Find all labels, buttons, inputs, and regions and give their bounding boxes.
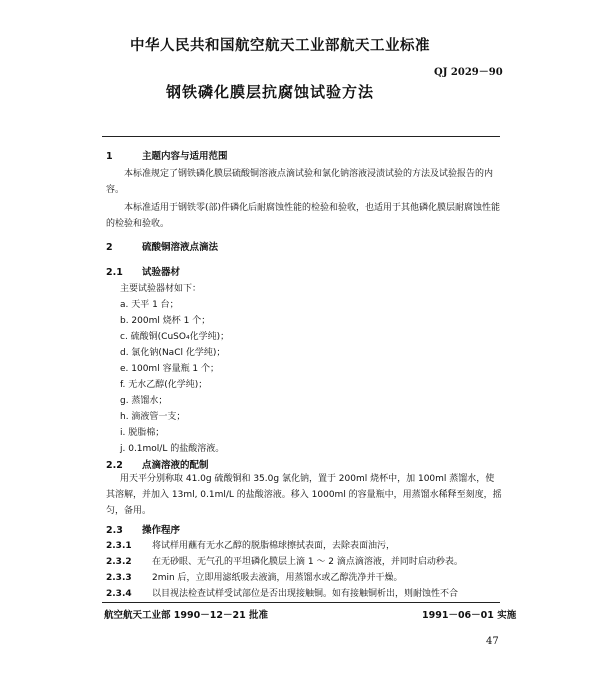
section-number: 2.1 [106, 267, 123, 278]
standard-number: QJ 2029－90 [434, 67, 503, 78]
list-item: j. 0.1mol/L 的盐酸溶液。 [120, 444, 225, 454]
approval-date: 航空航天工业部 1990－12－21 批准 [104, 610, 268, 621]
list-item: a. 天平 1 台； [120, 300, 179, 310]
section-2-heading [106, 239, 218, 253]
list-item: h. 滴液管一支； [120, 412, 186, 422]
section-number: 1 [106, 151, 113, 162]
procedure-step: 2.3.1 将试样用蘸有无水乙醇的脱脂棉球擦拭表面，去除表面油污， [106, 541, 396, 551]
section-1-heading [106, 148, 228, 162]
footer-rule [102, 602, 500, 603]
procedure-step: 2.3.2 在无砂眼、无气孔的平坦磷化膜层上滴 1 ～ 2 滴点滴溶液，并同时启动秒表。 [106, 557, 463, 567]
list-item: d. 氯化钠(NaCl 化学纯)； [120, 348, 226, 358]
document-title: 钢铁磷化膜层抗腐蚀试验方法 [166, 83, 375, 101]
list-item: i. 脱脂棉； [120, 428, 165, 438]
section-number: 2.3 [106, 525, 123, 536]
section-2-2-paragraph: 用天平分别称取 41.0g 硫酸铜和 35.0g 氯化钠，置于 200ml 烧杯中，加 100ml 蒸馏水，使其溶解，并加入 13ml, 0.1ml/L 的盐酸溶液。移入 1000ml 的容量瓶中，用蒸馏水稀释至刻度，摇匀，备用。 [106, 474, 502, 516]
procedure-step: 2.3.4 以目视法检查试样受试部位是否出现接触铜。如有接触铜析出，则耐蚀性不合 [106, 589, 459, 599]
section-2-3-heading [106, 522, 180, 536]
page-number: 47 [486, 636, 499, 647]
section-2-1-heading [106, 264, 180, 278]
implementation-date: 1991－06－01 实施 [422, 610, 517, 621]
list-item: f. 无水乙醇(化学纯)； [120, 380, 208, 390]
list-item: c. 硫酸铜(CuSO₄化学纯)； [120, 332, 230, 342]
section-number: 2 [106, 242, 113, 253]
section-2-2-heading [106, 457, 209, 471]
organization-title: 中华人民共和国航空航天工业部航天工业标准 [130, 38, 430, 54]
section-1-paragraph-1: 本标准规定了钢铁磷化膜层硫酸铜溶液点滴试验和氯化钠溶液浸渍试验的方法及试验报告的内容。 [106, 169, 494, 195]
section-title: 操作程序 [142, 525, 181, 536]
section-number: 2.2 [106, 460, 123, 471]
section-title: 试验器材 [142, 267, 181, 278]
list-item: b. 200ml 烧杯 1 个； [120, 316, 211, 326]
section-title: 点滴溶液的配制 [142, 460, 209, 471]
section-title: 硫酸铜溶液点滴法 [142, 242, 219, 253]
procedure-step: 2.3.3 2min 后，立即用滤纸吸去液滴，用蒸馏水或乙醇洗净并干燥。 [106, 573, 403, 583]
section-title: 主题内容与适用范围 [142, 151, 228, 162]
materials-intro: 主要试验器材如下： [120, 284, 202, 294]
list-item: g. 蒸馏水； [120, 396, 168, 406]
section-1-paragraph-2: 本标准适用于钢铁零(部)件磷化后耐腐蚀性能的检验和验收，也适用于其他磷化膜层耐腐蚀性能的检验和验收。 [106, 203, 501, 229]
list-item: e. 100ml 容量瓶 1 个； [120, 364, 220, 374]
header-rule [102, 136, 500, 137]
